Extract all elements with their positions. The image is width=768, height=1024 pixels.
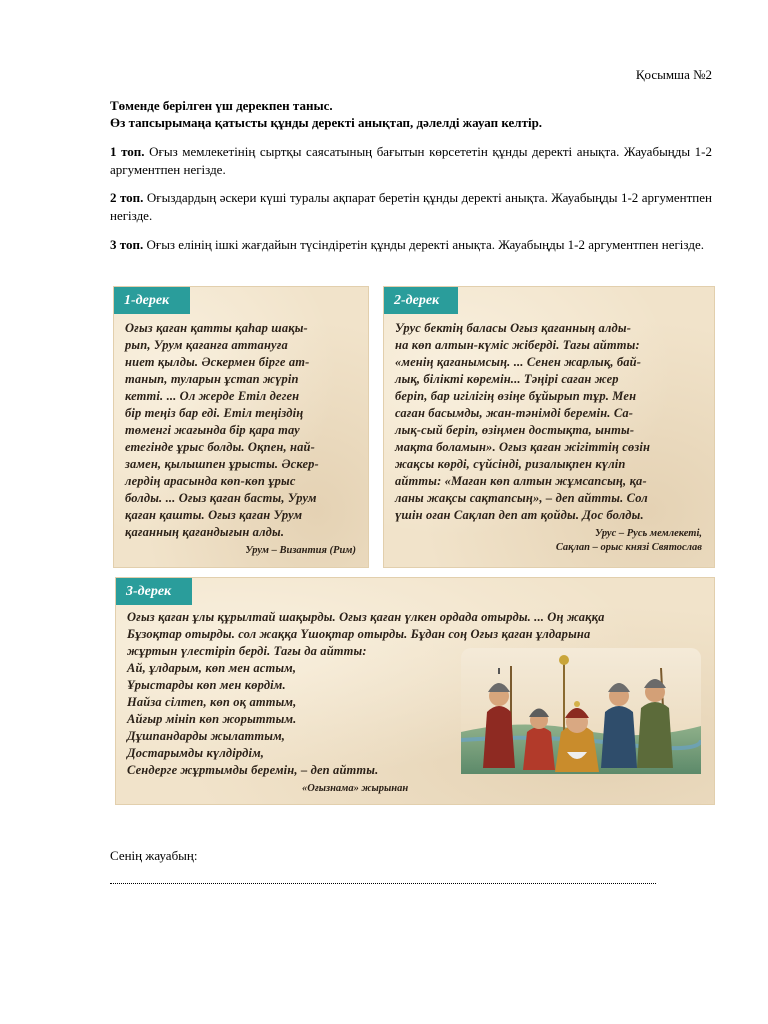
source-line: ниет қылды. Әскермен бірге ат- <box>125 355 310 369</box>
answer-label: Сенің жауабың: <box>110 848 198 863</box>
task-group-3 <box>110 236 712 254</box>
source-line: лердің арасында көп-көп ұрыс <box>125 474 296 488</box>
source-line: ланы жақсы сақтапсың», – деп айтты. Сол <box>395 491 648 505</box>
source-note-line: Сақлап – орыс князі Святослав <box>555 542 702 553</box>
source-line: үшін оған Сақлап деп ат қойды. Дос болды. <box>395 508 644 522</box>
source-note <box>556 527 702 555</box>
source-line: жақсы көрді, сүйсінді, ризалықпен күліп <box>395 457 626 471</box>
task-label: 3 топ. <box>110 237 144 252</box>
source-line: лық-сый беріп, өзіңмен достықта, ынты- <box>395 423 635 437</box>
source-line: кетті. ... Ол жерде Етіл деген <box>125 389 300 403</box>
source-card-1 <box>113 286 369 568</box>
source-text <box>125 320 319 541</box>
source-line: қаған қашты. Оғыз қаған Урум <box>125 508 303 522</box>
source-note <box>245 544 356 558</box>
task-text: Оғыздардың әскери күші туралы ақпарат беретін құнды деректі анықта. Жауабыңды 1-2 аргументпен негізде. <box>110 190 712 223</box>
task-group-2 <box>110 189 712 225</box>
source-line: саған басымды, жан-тәнімді беремін. Са- <box>395 406 634 420</box>
warriors-illustration <box>461 648 701 774</box>
source-line: қағанның қағандығын алды. <box>125 525 285 539</box>
source-line: Бұзоқтар отырды. сол жаққа Үшоқтар отырды. Бұдан соң Оғыз қаған ұлдарына <box>127 627 591 641</box>
source-line: төменгі жағында бір қара тау <box>125 423 300 437</box>
source-text <box>395 320 650 524</box>
source-line: замен, қылышпен ұрысты. Әскер- <box>125 457 319 471</box>
source-tag: 3-дерек <box>116 578 192 605</box>
source-line: мақта боламын». Оғыз қаған жігіттің сөзін <box>395 440 651 454</box>
task-group-1 <box>110 143 712 179</box>
source-line: етегінде ұрыс болды. Оқпен, най- <box>125 440 315 454</box>
appendix-label: Қосымша №2 <box>635 67 712 82</box>
task-text: Оғыз елінің ішкі жағдайын түсіндіретін құнды деректі анықта. Жауабыңды 1-2 аргументпен негізде. <box>146 237 704 252</box>
task-label: 2 топ. <box>110 190 144 205</box>
source-line: Оғыз қаған ұлы құрылтай шақырды. Оғыз қаған үлкен ордада отырды. ... Оң жаққа <box>127 610 605 624</box>
source-line: бір теңіз бар еді. Етіл теңіздің <box>125 406 304 420</box>
source-note-line: Урум – Византия (Рим) <box>245 545 356 556</box>
source-line: лық, білікті көремін... Тәңірі саған жер <box>395 372 619 386</box>
source-card-3 <box>115 577 715 805</box>
source-note <box>302 782 408 796</box>
source-note-line: «Оғызнама» жырынан <box>302 783 409 794</box>
source-line: Урус бектің баласы Оғыз қағанның алды- <box>395 321 632 335</box>
instructions <box>110 97 712 131</box>
source-line: болды. ... Оғыз қаған басты, Урум <box>125 491 317 505</box>
task-text: Оғыз мемлекетінің сыртқы саясатының бағытын көрсететін құнды деректі анықта. Жауабыңды 1-2 аргументпен негізде. <box>110 144 712 177</box>
source-line: танып, туларын ұстап жүріп <box>125 372 299 386</box>
source-line: Ұрыстарды көп мен көрдім. <box>127 678 286 692</box>
source-tag: 2-дерек <box>384 287 458 314</box>
source-line: Оғыз қаған қатты қаһар шақы- <box>125 321 308 335</box>
source-tag: 1-дерек <box>114 287 190 314</box>
source-line: Найза сілтеп, көп оқ аттым, <box>127 695 297 709</box>
source-line: рып, Урум қағанға аттануға <box>125 338 288 352</box>
task-label: 1 топ. <box>110 144 145 159</box>
source-line: на көп алтын-күміс жіберді. Тағы айтты: <box>395 338 640 352</box>
source-line: Сендерге жұртымды беремін, – деп айтты. <box>127 763 379 777</box>
source-line: Дұшпандарды жылаттым, <box>127 729 286 743</box>
instruction-line-1: Төменде берілген үш дерекпен таныс. <box>110 98 333 113</box>
source-note-line: Урус – Русь мемлекеті, <box>594 528 702 539</box>
source-line: Достарымды күлдірдім, <box>127 746 265 760</box>
source-line: «менің қағанымсың. ... Сенен жарлық, бай- <box>395 355 642 369</box>
source-card-2 <box>383 286 715 568</box>
answer-line[interactable] <box>110 883 656 884</box>
source-line: Ай, ұлдарым, көп мен астым, <box>127 661 297 675</box>
source-line: беріп, бар игілігің өзіңе бұйырып тұр. Мен <box>395 389 637 403</box>
source-line: Айғыр мініп көп жорыттым. <box>127 712 297 726</box>
instruction-line-2: Өз тапсырымаңа қатысты құнды деректі анықтап, дәлелді жауап келтір. <box>110 115 543 130</box>
source-line: жұртын үлестіріп берді. Тағы да айтты: <box>127 644 367 658</box>
source-line: айтты: «Маған көп алтын жұмсапсың, қа- <box>395 474 647 488</box>
